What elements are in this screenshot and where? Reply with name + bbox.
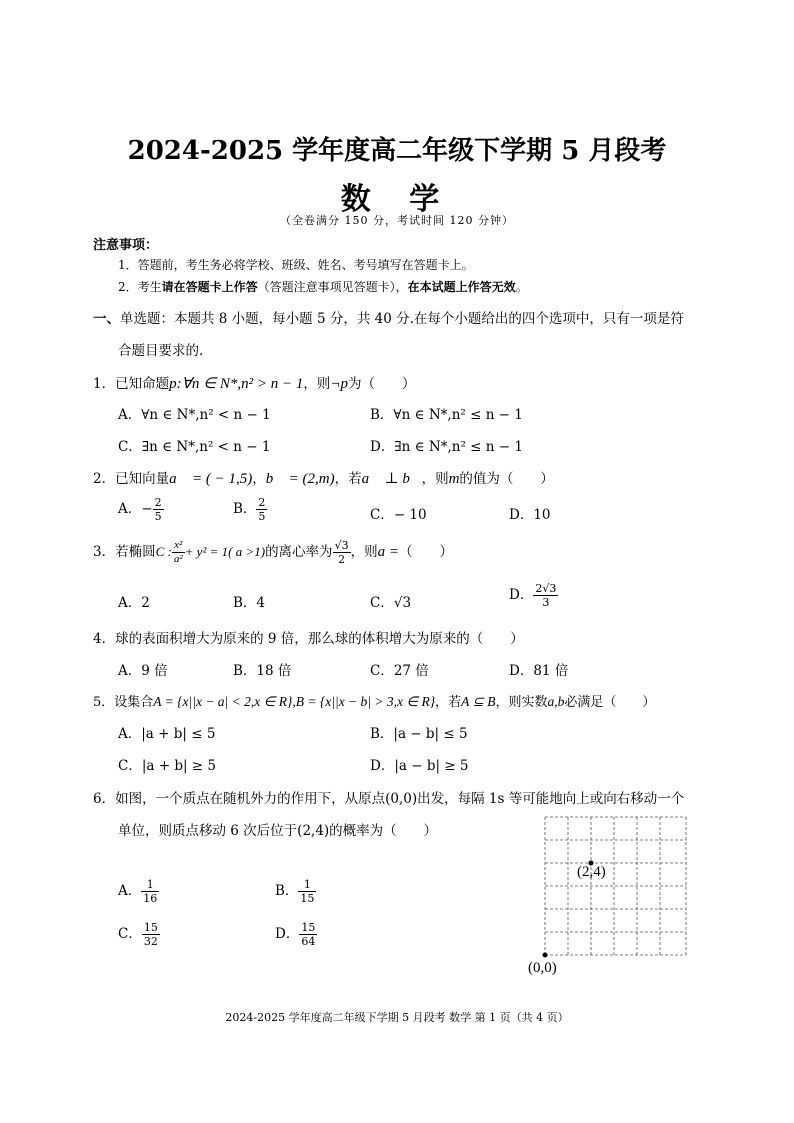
q4-option-c: C．27 倍: [370, 663, 429, 679]
q2-stem-c: ，则: [421, 471, 449, 487]
q2-vector-a: a⃗ = ( − 1,5): [169, 471, 253, 487]
q6-option-b-den: 15: [300, 892, 315, 905]
section-1-desc-cont: 合题目要求的.: [118, 343, 204, 359]
q3-option-d-den: 3: [542, 596, 550, 609]
q5-ab: a,b: [547, 694, 565, 709]
q3-stem: [93, 539, 453, 566]
notice-item-2-d: 在本试题上作答无效: [407, 280, 516, 294]
notice-item-2: [118, 278, 528, 295]
section-1-number: 一、: [93, 311, 120, 327]
section-1-desc: 单选题：本题共 8 小题，每小题 5 分，共 40 分.在每个小题给出的四个选项中，只有一项是符: [120, 311, 684, 327]
q3-stem-a: 3．若椭圆: [93, 544, 156, 560]
q6-option-a-den: 16: [143, 892, 158, 905]
q5-stem-d: 必满足（ ）: [564, 695, 656, 710]
q1-stem-math: p:∀n ∈ N*,n² > n − 1: [169, 376, 304, 392]
q1-option-c: C．∃n ∈ N*,n² < n − 1: [118, 439, 271, 455]
q1-stem-b: ，则: [303, 376, 331, 392]
q4-option-b: B．18 倍: [233, 663, 292, 679]
q6-option-b-num: 1: [298, 878, 316, 892]
q5-option-b: B．|a − b| ≤ 5: [370, 726, 468, 742]
q2-sep: ，: [252, 471, 266, 487]
q1-stem-c: 为（ ）: [348, 376, 416, 392]
q2-perp: a⃗ ⊥ b⃗: [361, 471, 422, 487]
q6-grid-lines: [545, 817, 686, 955]
q6-option-c: [118, 921, 160, 948]
page-footer: 2024-2025 学年度高二年级下学期 5 月段考 数学 第 1 页（共 4 页）: [225, 1011, 569, 1024]
q6-option-a: [118, 878, 159, 905]
q1-option-b: B．∀n ∈ N*,n² ≤ n − 1: [370, 407, 523, 423]
q6-option-c-num: 15: [143, 921, 158, 934]
notice-item-1: 1．答题前，考生务必将学校、班级、姓名、考号填写在答题卡上。: [118, 258, 474, 272]
q5-stem: [93, 691, 655, 710]
page-title: 2024-2025 学年度高二年级下学期 5 月段考: [127, 136, 667, 166]
q6-point-label: (2,4): [577, 864, 606, 880]
q2-option-c: C．− 10: [370, 507, 427, 523]
q6-option-d-num: 15: [301, 921, 316, 934]
q2-option-a-num: 2: [154, 496, 162, 509]
q2-option-a-den: 5: [154, 510, 162, 523]
q3-option-d-fraction: [533, 582, 558, 609]
q2-stem-b: ，若: [334, 471, 362, 487]
q6-option-c-fraction: [142, 921, 160, 948]
q5-stem-c: ，则实数: [495, 695, 548, 710]
subject-title: 数 学: [340, 182, 454, 217]
q5-stem-b: ，若: [435, 695, 462, 710]
q2-stem-d: 的值为（ ）: [459, 471, 554, 487]
q1-stem-a: 1．已知命题: [93, 376, 170, 392]
q6-option-a-label: A．: [118, 883, 142, 899]
q6-origin-point: [543, 953, 548, 958]
q3-e-den: 2: [338, 553, 346, 566]
q2-option-a-fraction: [153, 496, 164, 523]
q5-option-c: C．|a + b| ≥ 5: [118, 758, 216, 774]
q2-option-b: [233, 496, 267, 523]
q3-option-c-label: C．: [370, 595, 394, 611]
q6-option-b-fraction: [298, 878, 316, 905]
q3-option-b: B．4: [233, 595, 266, 611]
q3-stem-b: 的离心率为: [265, 544, 333, 560]
q3-stem-c: ，则: [350, 544, 378, 560]
q6-option-b: [275, 878, 316, 905]
q4-option-a: A．9 倍: [118, 663, 168, 679]
q3-ellipse-num: x²: [172, 539, 185, 553]
q3-option-c: [370, 591, 411, 611]
q2-stem: [93, 467, 554, 488]
q6-stem-line-1: 6．如图，一个质点在随机外力的作用下，从原点(0,0)出发，每隔 1s 等可能地向上或向右移动一个: [93, 791, 685, 807]
q4-stem: 4．球的表面积增大为原来的 9 倍，那么球的体积增大为原来的（ ）: [93, 631, 524, 647]
q3-option-a: A．2: [118, 595, 150, 611]
q6-option-d-label: D．: [275, 926, 300, 942]
q5-stem-math: A = {x||x − a| < 2,x ∈ R},B = {x||x − b| > 3,x ∈ R}: [153, 694, 436, 709]
notice-item-2-b: 请在答题卡上作答: [161, 280, 258, 294]
q6-option-b-label: B．: [275, 883, 299, 899]
q6-option-d: [275, 921, 317, 948]
q5-option-d: D．|a − b| ≥ 5: [370, 758, 469, 774]
q6-origin-label: (0,0): [528, 960, 557, 976]
exam-info: （全卷满分 150 分，考试时间 120 分钟）: [280, 214, 514, 227]
q3-ellipse-rest: + y² = 1( a >1): [184, 544, 266, 559]
q2-option-a-sign: −: [141, 501, 153, 517]
q3-a-eq: a =: [377, 544, 399, 560]
q6-option-a-fraction: [141, 878, 159, 905]
q6-option-a-num: 1: [141, 878, 159, 892]
notice-heading: 注意事项：: [93, 238, 159, 253]
q2-option-a: [118, 496, 164, 523]
q2-option-b-den: 5: [258, 510, 266, 523]
q6-stem-line-2: 单位，则质点移动 6 次后位于(2,4)的概率为（ ）: [118, 823, 438, 839]
q2-option-b-fraction: [256, 496, 267, 523]
notice-item-2-c: （答题注意事项见答题卡），: [257, 280, 408, 294]
q3-ellipse-fraction: [172, 539, 185, 566]
q2-option-b-label: B．: [233, 501, 257, 517]
q6-option-c-label: C．: [118, 926, 142, 942]
q2-stem-a: 2．已知向量: [93, 471, 170, 487]
q3-option-d-label: D．: [509, 587, 534, 603]
q3-ellipse-c: C :: [155, 544, 172, 559]
q1-option-a: A．∀n ∈ N*,n² < n − 1: [118, 407, 271, 423]
q6-option-d-den: 64: [301, 935, 316, 948]
q3-option-d: [509, 582, 558, 609]
q3-option-d-num: 2√3: [535, 582, 557, 595]
q2-vector-b: b⃗ = (2,m): [265, 471, 335, 487]
q3-option-c-value: √3: [393, 595, 412, 611]
q5-stem-a: 5．设集合: [93, 695, 154, 710]
q6-option-d-fraction: [299, 921, 317, 948]
q3-e-num: √3: [334, 539, 349, 552]
q2-m: m: [448, 471, 460, 487]
section-1-heading: [93, 307, 684, 327]
q1-stem-neg: ¬p: [330, 376, 349, 392]
q5-option-a: A．|a + b| ≤ 5: [118, 726, 216, 742]
q6-option-c-den: 32: [143, 935, 158, 948]
q2-option-d: D．10: [509, 507, 551, 523]
q3-stem-d: （ ）: [398, 544, 453, 560]
q3-ellipse-den: a²: [173, 553, 183, 565]
q2-option-a-label: A．: [118, 501, 142, 517]
q4-option-d: D．81 倍: [509, 663, 569, 679]
q2-option-b-num: 2: [258, 496, 266, 509]
notice-item-2-e: 。: [515, 280, 528, 294]
notice-item-2-a: 2．考生: [118, 280, 162, 294]
q3-eccentricity-fraction: [333, 539, 351, 566]
q6-grid-figure: [520, 805, 700, 985]
q1-stem: [93, 372, 416, 393]
q1-option-d: D．∃n ∈ N*,n² ≤ n − 1: [370, 439, 523, 455]
q5-subset: A ⊆ B: [461, 694, 496, 709]
